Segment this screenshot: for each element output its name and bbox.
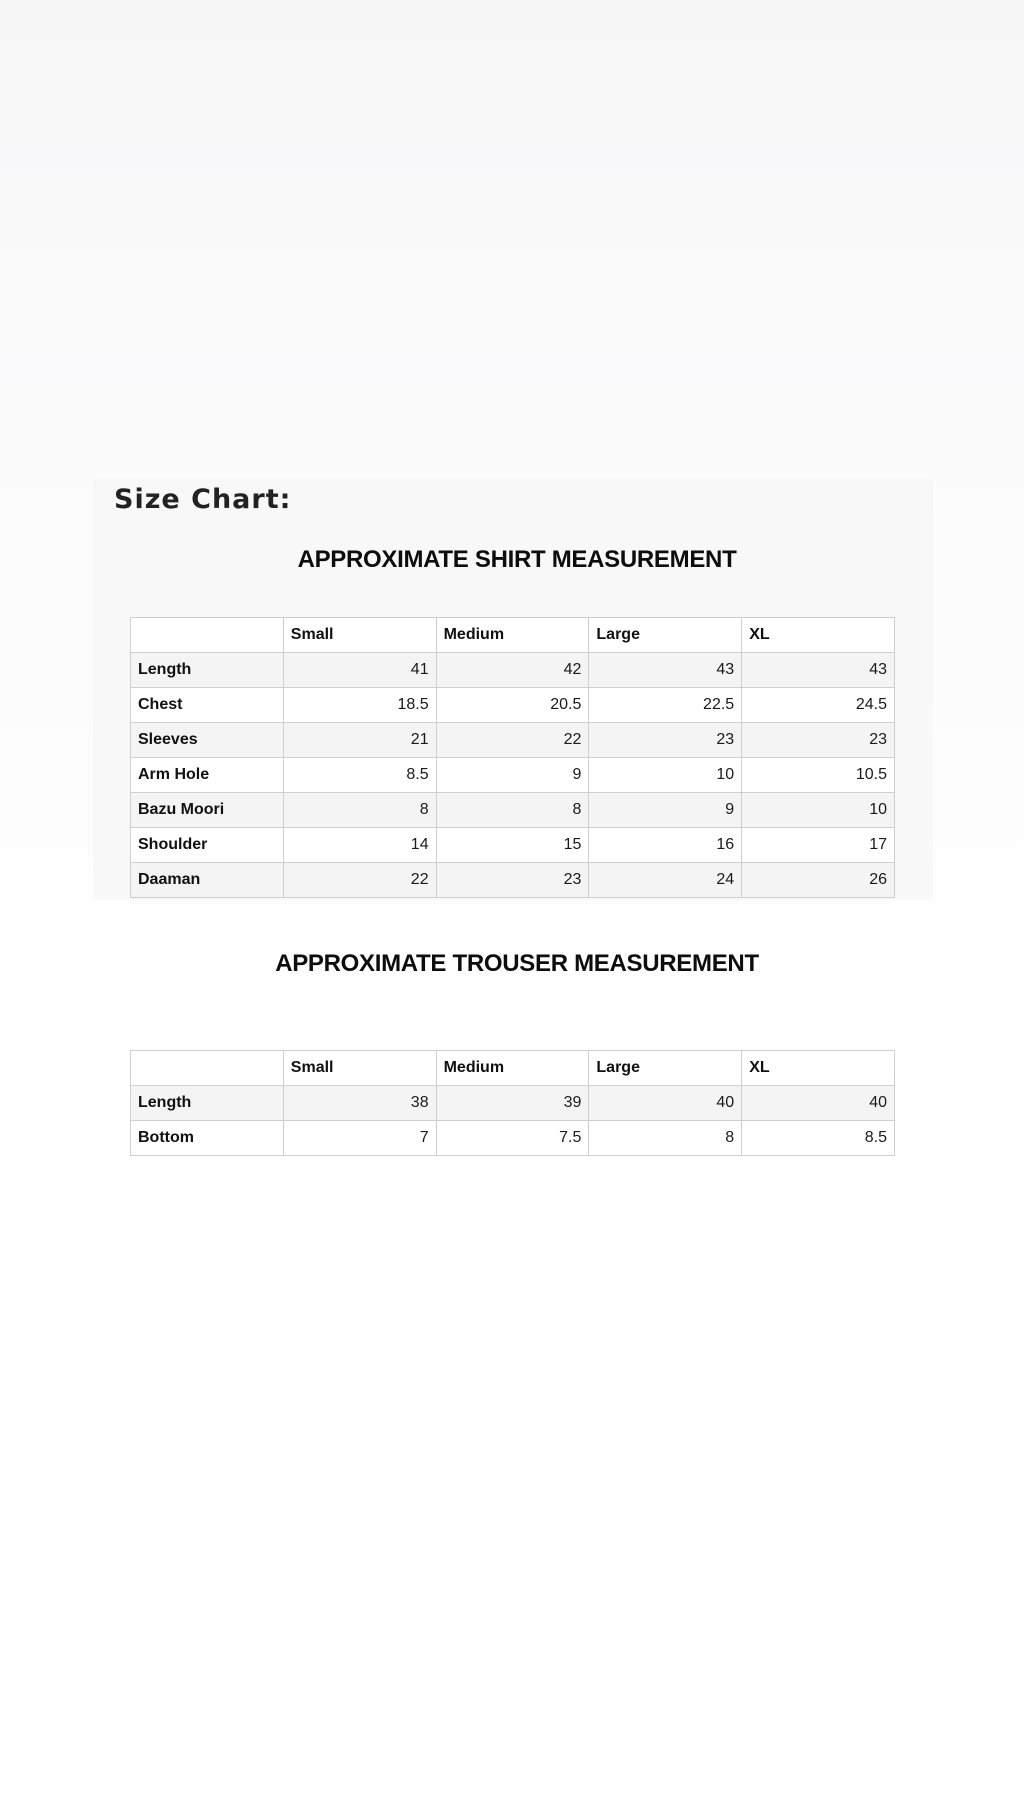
cell-xl: 40 [742, 1086, 895, 1121]
header-cell-medium: Medium [436, 618, 589, 653]
cell-large: 16 [589, 828, 742, 863]
cell-large: 24 [589, 863, 742, 898]
cell-medium: 7.5 [436, 1121, 589, 1156]
cell-small: 38 [283, 1086, 436, 1121]
header-cell-empty [131, 618, 284, 653]
cell-medium: 8 [436, 793, 589, 828]
cell-large: 22.5 [589, 688, 742, 723]
cell-medium: 20.5 [436, 688, 589, 723]
header-cell-large: Large [589, 1051, 742, 1086]
row-label: Daaman [131, 863, 284, 898]
cell-medium: 39 [436, 1086, 589, 1121]
cell-xl: 17 [742, 828, 895, 863]
header-cell-large: Large [589, 618, 742, 653]
header-cell-xl: XL [742, 618, 895, 653]
cell-large: 9 [589, 793, 742, 828]
cell-medium: 23 [436, 863, 589, 898]
table-row [131, 653, 895, 688]
shirt-measurement-title: APPROXIMATE SHIRT MEASUREMENT [297, 546, 737, 573]
cell-xl: 43 [742, 653, 895, 688]
cell-large: 10 [589, 758, 742, 793]
table-row [131, 828, 895, 863]
row-label: Bottom [131, 1121, 284, 1156]
cell-large: 23 [589, 723, 742, 758]
size-chart-heading: Size Chart: [114, 484, 292, 515]
cell-small: 7 [283, 1121, 436, 1156]
cell-small: 8 [283, 793, 436, 828]
cell-xl: 26 [742, 863, 895, 898]
cell-xl: 24.5 [742, 688, 895, 723]
cell-small: 22 [283, 863, 436, 898]
cell-large: 8 [589, 1121, 742, 1156]
row-label: Length [131, 653, 284, 688]
header-cell-small: Small [283, 1051, 436, 1086]
table-row [131, 688, 895, 723]
cell-medium: 9 [436, 758, 589, 793]
cell-small: 8.5 [283, 758, 436, 793]
table-header-row [131, 618, 895, 653]
row-label: Sleeves [131, 723, 284, 758]
table-row [131, 723, 895, 758]
cell-medium: 15 [436, 828, 589, 863]
table-row [131, 1086, 895, 1121]
cell-small: 41 [283, 653, 436, 688]
row-label: Shoulder [131, 828, 284, 863]
trouser-measurement-title: APPROXIMATE TROUSER MEASUREMENT [275, 950, 759, 977]
cell-xl: 10.5 [742, 758, 895, 793]
row-label: Chest [131, 688, 284, 723]
table-row [131, 863, 895, 898]
header-cell-medium: Medium [436, 1051, 589, 1086]
cell-small: 21 [283, 723, 436, 758]
table-row [131, 793, 895, 828]
cell-small: 18.5 [283, 688, 436, 723]
header-cell-empty [131, 1051, 284, 1086]
row-label: Arm Hole [131, 758, 284, 793]
row-label: Length [131, 1086, 284, 1121]
table-row [131, 1121, 895, 1156]
cell-medium: 42 [436, 653, 589, 688]
cell-small: 14 [283, 828, 436, 863]
cell-xl: 23 [742, 723, 895, 758]
cell-xl: 10 [742, 793, 895, 828]
shirt-measurement-table [130, 617, 895, 898]
table-row [131, 758, 895, 793]
cell-large: 40 [589, 1086, 742, 1121]
cell-large: 43 [589, 653, 742, 688]
cell-xl: 8.5 [742, 1121, 895, 1156]
trouser-measurement-table [130, 1050, 895, 1156]
header-cell-small: Small [283, 618, 436, 653]
table-header-row [131, 1051, 895, 1086]
header-cell-xl: XL [742, 1051, 895, 1086]
cell-medium: 22 [436, 723, 589, 758]
row-label: Bazu Moori [131, 793, 284, 828]
